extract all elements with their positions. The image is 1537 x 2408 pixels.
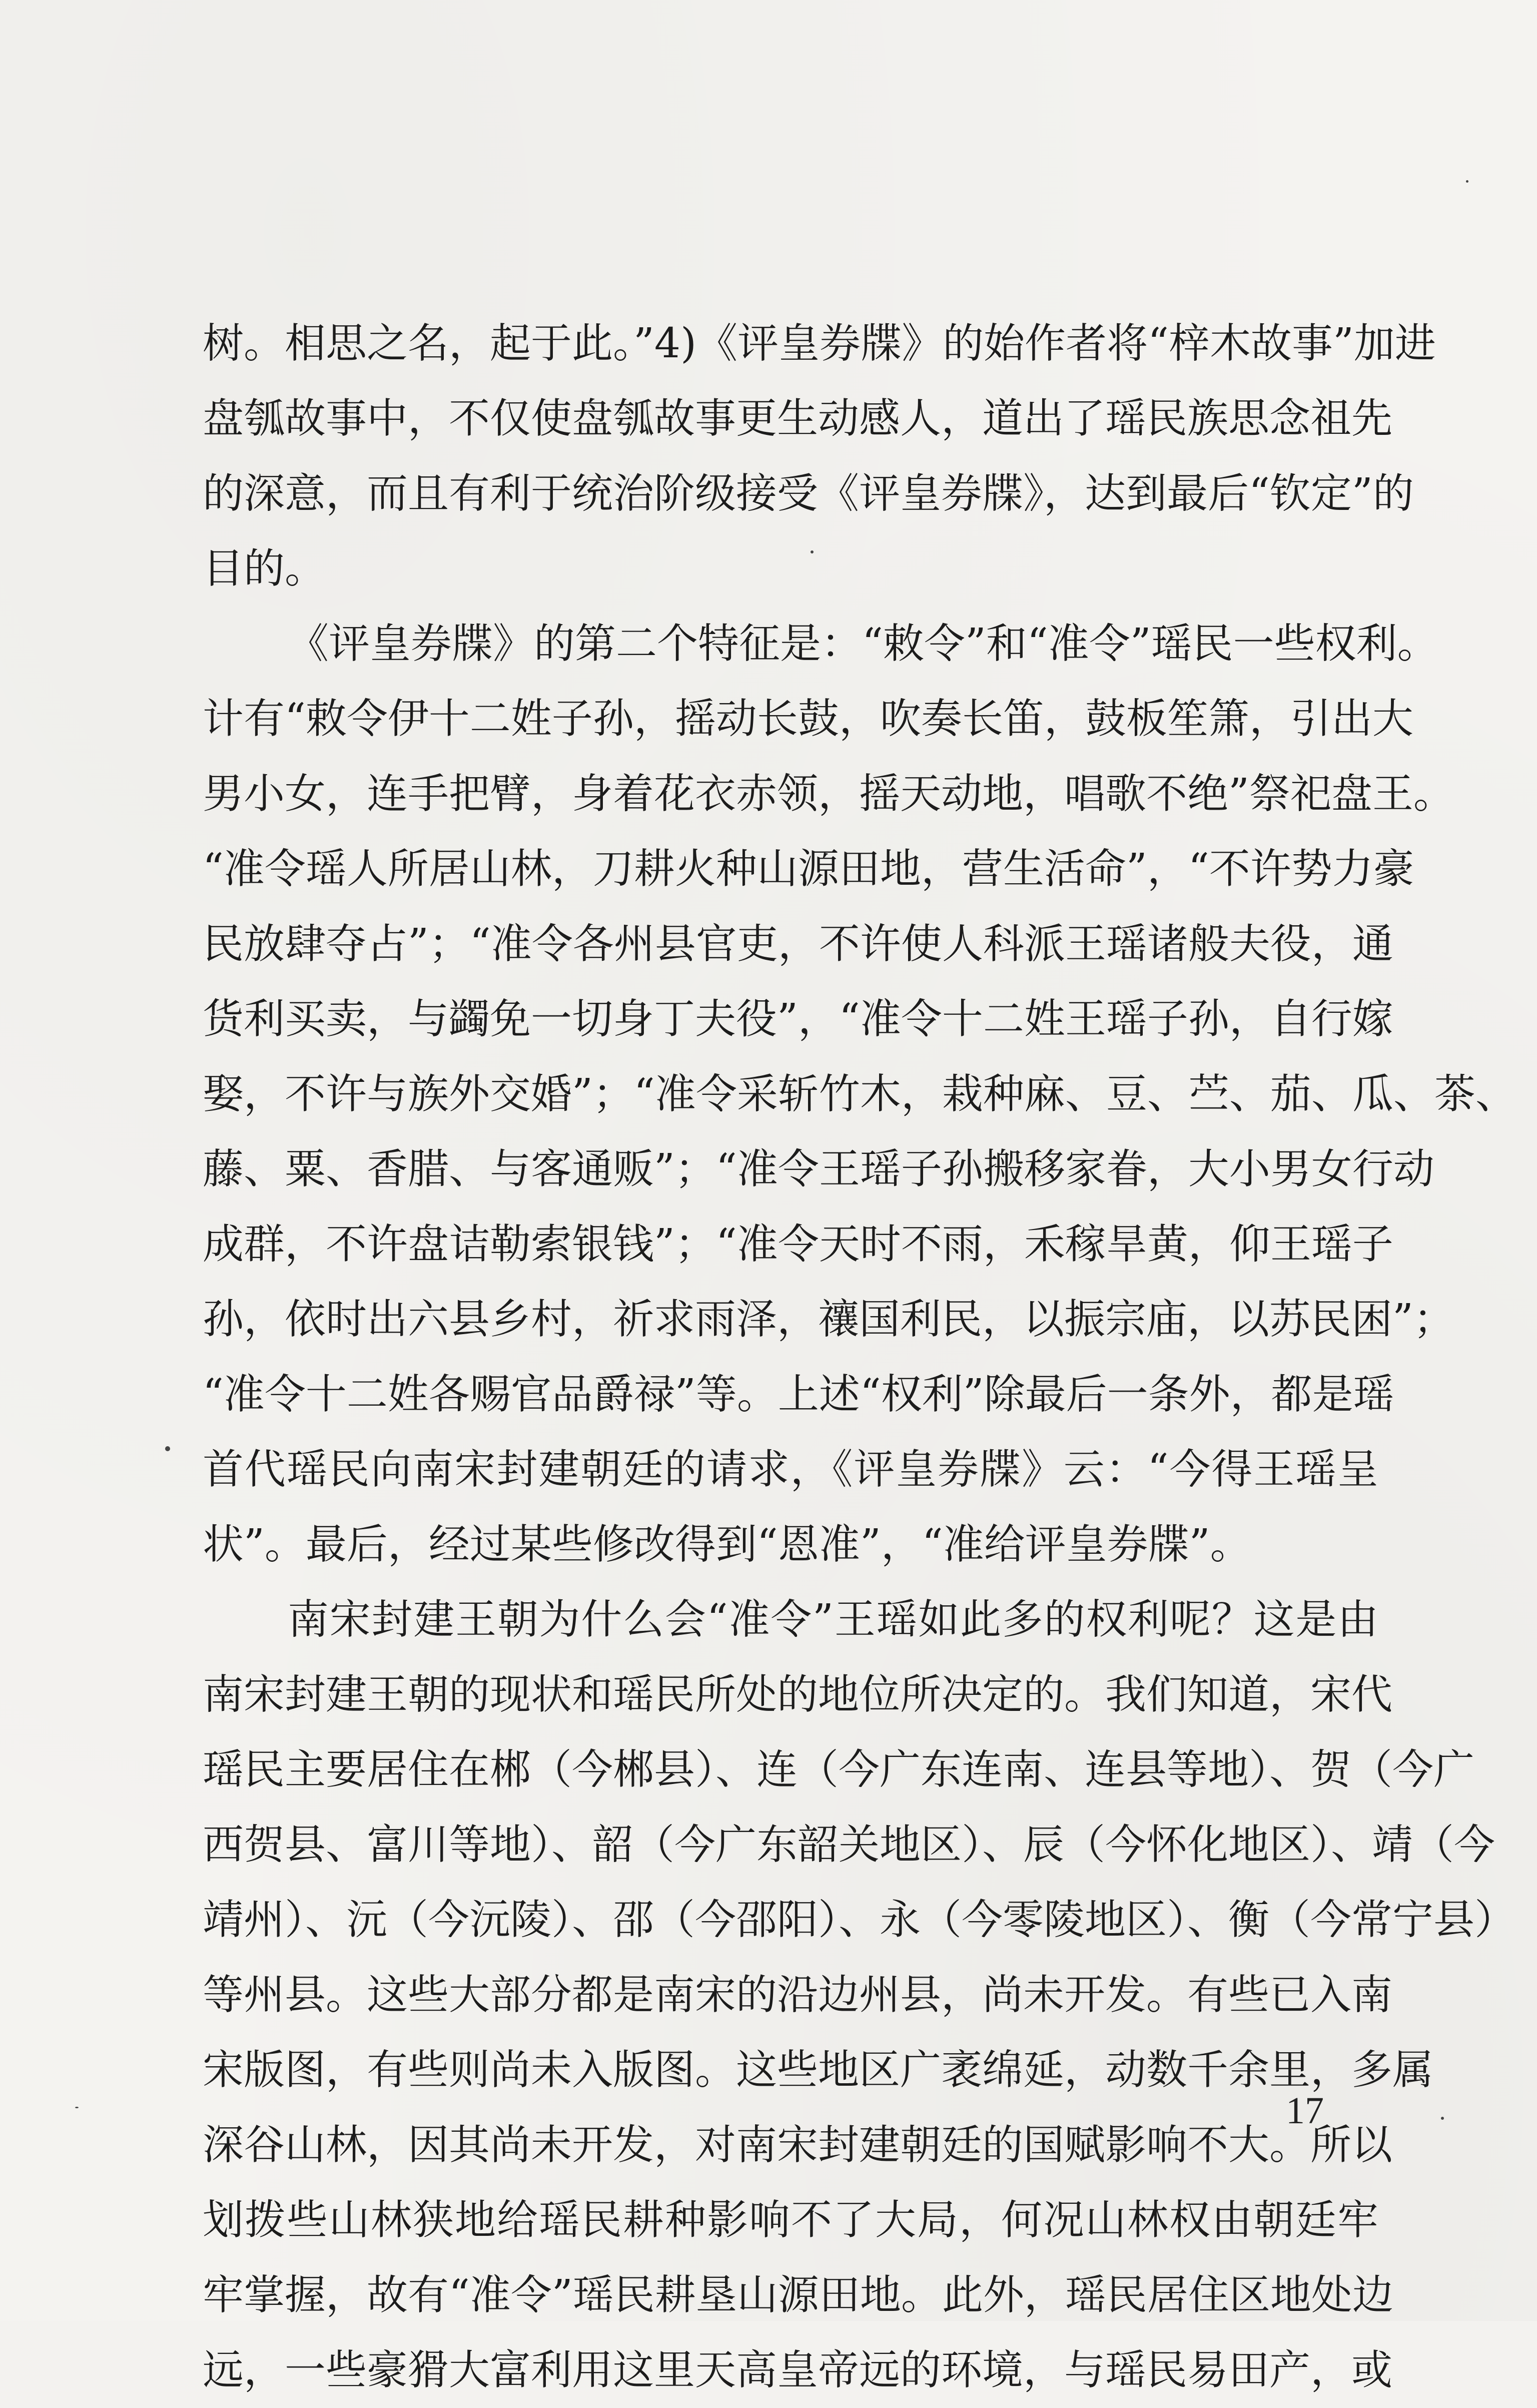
scan-speck — [1466, 180, 1468, 183]
text-line: 靖州）、沅（今沅陵）、邵（今邵阳）、永（今零陵地区）、衡（今常宁县） — [203, 1896, 1516, 1944]
text-line: 宋版图，有些则尚未入版图。这些地区广袤绵延，动数千余里，多属 — [203, 2046, 1434, 2094]
text-line: 南宋封建王朝为什么会“准令”王瑶如此多的权利呢？这是由 — [288, 1596, 1378, 1643]
text-line: 男小女，连手把臂，身着花衣赤领，摇天动地，唱歌不绝”祭祀盘王。 — [203, 770, 1454, 818]
scan-speck — [165, 1446, 170, 1451]
text-line: 孙，依时出六县乡村，祈求雨泽，禳国利民，以振宗庙，以苏民困”； — [203, 1296, 1454, 1343]
text-line: 牢掌握，故有“准令”瑶民耕垦山源田地。此外，瑶民居住区地处边 — [203, 2271, 1393, 2319]
paragraph-3 — [203, 1582, 1516, 2408]
text-line: 的深意，而且有利于统治阶级接受《评皇券牒》，达到最后“钦定”的 — [203, 470, 1414, 517]
scan-speck — [75, 2107, 79, 2108]
text-line: 树。相思之名，起于此。”4)《评皇券牒》的始作者将“梓木故事”加进 — [203, 320, 1436, 367]
text-line: 划拨些山林狭地给瑶民耕种影响不了大局，何况山林权由朝廷牢 — [203, 2196, 1378, 2244]
paragraph-1 — [203, 306, 1436, 607]
text-line: 《评皇券牒》的第二个特征是：“敕令”和“准令”瑶民一些权利。 — [288, 620, 1438, 668]
text-line: 南宋封建王朝的现状和瑶民所处的地位所决定的。我们知道，宋代 — [203, 1671, 1393, 1718]
text-line: “准令瑶人所居山林，刀耕火种山源田地，营生活命”，“不许势力豪 — [203, 845, 1414, 893]
text-line: 首代瑶民向南宋封建朝廷的请求，《评皇券牒》云：“今得王瑶呈 — [203, 1446, 1378, 1493]
text-line: 等州县。这些大部分都是南宋的沿边州县，尚未开发。有些已入南 — [203, 1971, 1393, 2019]
text-line: 西贺县、富川等地）、韶（今广东韶关地区）、辰（今怀化地区）、靖（今 — [203, 1821, 1495, 1869]
text-line: 民放肆夺占”；“准令各州县官吏，不许使人科派王瑶诸般夫役，通 — [203, 920, 1393, 968]
text-line: 瑶民主要居住在郴（今郴县）、连（今广东连南、连县等地）、贺（今广 — [203, 1746, 1475, 1793]
paragraph-2 — [203, 607, 1516, 1582]
text-line: 计有“敕令伊十二姓子孙，摇动长鼓，吹奏长笛，鼓板笙箫，引出大 — [203, 695, 1413, 743]
body-text — [203, 306, 1516, 2408]
text-line: 状”。最后，经过某些修改得到“恩准”，“准给评皇券牒”。 — [203, 1521, 1251, 1568]
text-line: 娶，不许与族外交婚”；“准令采斩竹木，栽种麻、豆、苎、茄、瓜、茶、 — [203, 1070, 1516, 1118]
text-line: 目的。 — [203, 545, 326, 592]
text-line: “准令十二姓各赐官品爵禄”等。上述“权利”除最后一条外，都是瑶 — [203, 1371, 1394, 1418]
text-line: 藤、粟、香腊、与客通贩”；“准令王瑶子孙搬移家眷，大小男女行动 — [203, 1145, 1434, 1193]
scan-speck — [811, 550, 814, 553]
text-line: 货利买卖，与蠲免一切身丁夫役”，“准令十二姓王瑶子孙，自行嫁 — [203, 995, 1393, 1043]
text-line: 成群，不许盘诘勒索银钱”；“准令天时不雨，禾稼旱黄，仰王瑶子 — [203, 1221, 1393, 1268]
text-line: 远，一些豪猾大富利用这里天高皇帝远的环境，与瑶民易田产，或 — [203, 2346, 1393, 2394]
scan-speck — [1441, 2117, 1444, 2120]
page-number: 17 — [1286, 2090, 1324, 2132]
text-line: 深谷山林，因其尚未开发，对南宋封建朝廷的国赋影响不大。所以 — [203, 2121, 1393, 2169]
text-line: 盘瓠故事中，不仅使盘瓠故事更生动感人，道出了瑶民族思念祖先 — [203, 395, 1393, 442]
